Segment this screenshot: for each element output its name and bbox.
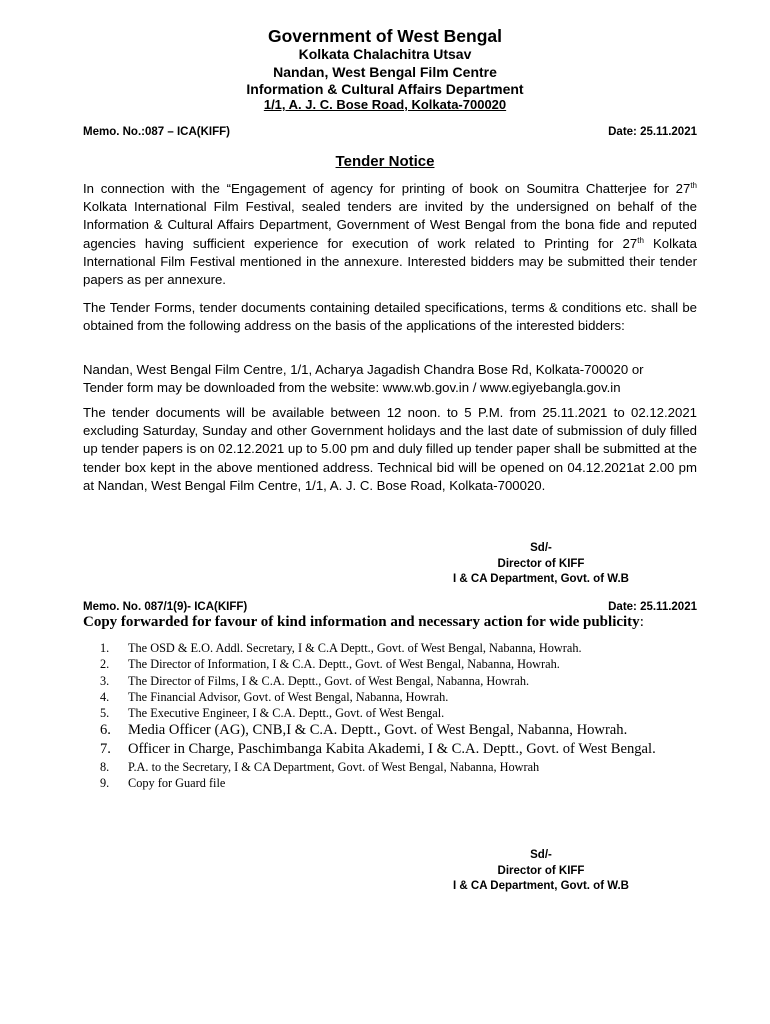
list-number: 5. <box>100 706 110 721</box>
list-number: 8. <box>100 759 110 774</box>
paragraph-tender-forms: The Tender Forms, tender documents containing detailed specifications, terms & conditions etc. shall be obtained from the following address on the basis of the applications of the interested bidders: <box>83 300 697 334</box>
header-department: Information & Cultural Affairs Department <box>246 81 524 97</box>
list-item <box>100 640 656 656</box>
list-item <box>100 689 656 705</box>
list-text: The Executive Engineer, I & C.A. Deptt., Govt. of West Bengal. <box>128 706 445 721</box>
list-item <box>100 740 656 759</box>
copy-forwarded-heading <box>83 614 644 631</box>
paragraph-text: In connection with the “Engagement of agency for printing of book on Soumitra Chatterjee for 27 <box>83 181 691 196</box>
memo-date: Date: 25.11.2021 <box>608 601 697 613</box>
memo-number: Memo. No. 087/1(9)- ICA(KIFF) <box>83 601 248 613</box>
copy-heading-text: Copy forwarded for favour of kind information and necessary action for wide publicity <box>83 614 640 630</box>
signature-department: I & CA Department, Govt. of W.B <box>453 573 629 585</box>
superscript: th <box>637 235 644 245</box>
list-item <box>100 705 656 721</box>
signature-designation: Director of KIFF <box>497 864 585 877</box>
signature-designation: Director of KIFF <box>497 557 585 570</box>
list-number: 9. <box>100 775 110 790</box>
signature-sd: Sd/- <box>530 849 552 861</box>
paragraph-engagement <box>83 180 697 289</box>
list-text: The Financial Advisor, Govt. of West Bengal, Nabanna, Howrah. <box>128 689 449 704</box>
paragraph-text: Kolkata International Film Festival, sealed tenders are invited by the undersigned on behalf of the Information & Cultural Affairs Department, Government of West Bengal from the bona fide and reputed agencies having sufficient experience for execution of work related to Printing for 27 <box>83 199 697 251</box>
header-centre: Nandan, West Bengal Film Centre <box>273 64 497 80</box>
website-line: Tender form may be downloaded from the website: www.wb.gov.in / www.egiyebangla.gov.in <box>83 380 621 396</box>
list-number: 1. <box>100 641 110 655</box>
list-text: P.A. to the Secretary, I & CA Department, Govt. of West Bengal, Nabanna, Howrah <box>128 759 540 774</box>
header-government: Government of West Bengal <box>267 26 503 46</box>
list-number: 7. <box>100 741 111 758</box>
list-item <box>100 775 656 791</box>
list-number: 6. <box>100 722 111 739</box>
signature-block-2 <box>430 848 652 895</box>
copy-recipient-list <box>100 640 656 791</box>
list-number: 3. <box>100 673 110 688</box>
memo-number: Memo. No.:087 – ICA(KIFF) <box>83 126 230 138</box>
list-text: Officer in Charge, Paschimbanga Kabita Akademi, I & C.A. Deptt., Govt. of West Bengal. <box>128 741 656 758</box>
list-item <box>100 656 656 672</box>
signature-sd: Sd/- <box>530 542 552 554</box>
list-number: 2. <box>100 657 110 672</box>
copy-heading-colon: : <box>639 614 644 630</box>
list-number: 4. <box>100 689 110 704</box>
paragraph-address <box>83 361 697 397</box>
memo-row-2 <box>83 601 697 613</box>
signature-block-1 <box>430 541 652 588</box>
paragraph-text: Kolkata International Film Festival mentioned in the annexure. Interested bidders may be submitted their tender papers as per annexure. <box>83 235 697 288</box>
list-text: The Director of Films, I & C.A. Deptt., Govt. of West Bengal, Nabanna, Howrah. <box>128 673 530 688</box>
memo-date: Date: 25.11.2021 <box>608 126 697 138</box>
paragraph-schedule: The tender documents will be available between 12 noon. to 5 P.M. from 25.11.2021 to 02.12.2021 excluding Saturday, Sunday and other Government holidays and the last date of submission of duly filled up tender papers is on 02.12.2021 up to 5.00 pm and duly filled up tender paper shall be submitted at the tender box kept in the above mentioned address. Technical bid will be opened on 04.12.2021at 2.00 pm at Nandan, West Bengal Film Centre, 1/1, A. J. C. Bose Road, Kolkata-700020. <box>83 405 697 493</box>
list-text: Copy for Guard file <box>128 775 226 790</box>
superscript: th <box>690 181 697 190</box>
header-address: 1/1, A. J. C. Bose Road, Kolkata-700020 <box>263 97 507 112</box>
address-line: Nandan, West Bengal Film Centre, 1/1, Acharya Jagadish Chandra Bose Rd, Kolkata-700020 or <box>83 362 644 377</box>
signature-department: I & CA Department, Govt. of W.B <box>453 880 629 892</box>
list-text: The Director of Information, I & C.A. Deptt., Govt. of West Bengal, Nabanna, Howrah. <box>128 657 560 672</box>
list-item <box>100 673 656 689</box>
memo-row-1 <box>83 126 697 138</box>
header-festival: Kolkata Chalachitra Utsav <box>298 46 472 62</box>
list-item <box>100 759 656 775</box>
notice-title: Tender Notice <box>335 153 435 170</box>
list-text: Media Officer (AG), CNB,I & C.A. Deptt., Govt. of West Bengal, Nabanna, Howrah. <box>128 722 628 739</box>
list-text: The OSD & E.O. Addl. Secretary, I & C.A Deptt., Govt. of West Bengal, Nabanna, Howrah. <box>128 641 582 655</box>
list-item <box>100 721 656 740</box>
